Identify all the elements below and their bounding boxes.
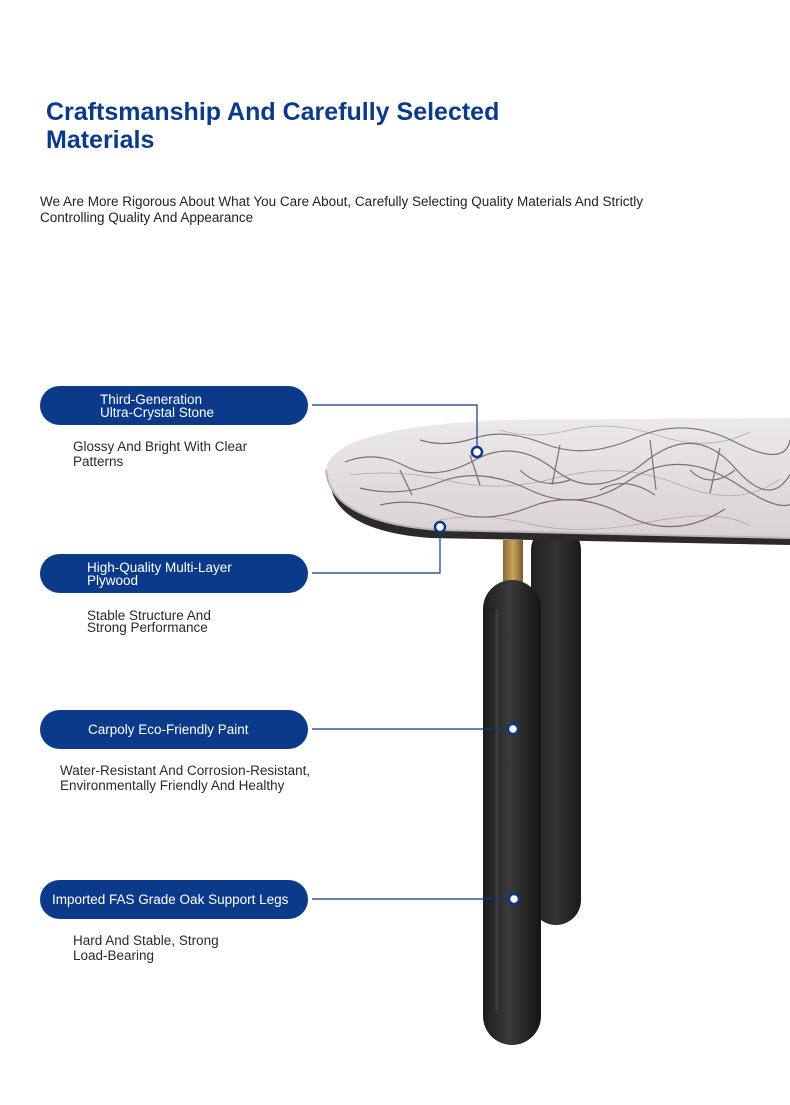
feature-desc-paint [60,763,310,793]
feature-label-paint-line-1: Carpoly Eco-Friendly Paint [88,722,249,737]
dot-paint [508,724,518,734]
dot-plywood [435,522,445,532]
feature-desc-stone [73,439,247,469]
front-leg [483,580,541,1045]
feature-desc-legs-line-2: Load-Bearing [73,948,155,963]
feature-label-paint [40,710,308,749]
feature-label-plywood-line-1: High-Quality Multi-Layer [87,559,232,575]
feature-label-stone-line-2: Ultra-Crystal Stone [100,404,215,420]
feature-desc-plywood-line-1: Stable Structure And [87,608,211,623]
page-subtitle [40,194,720,226]
feature-desc-plywood-line-2: Strong Performance [87,620,208,635]
feature-label-plywood-line-2: Plywood [87,572,139,588]
page-subtitle-line-2: Controlling Quality And Appearance [40,210,254,225]
feature-label-stone-line-1: Third-Generation [100,391,203,407]
page-title-line-2: Materials [46,126,155,154]
feature-desc-stone-line-2: Patterns [73,454,124,469]
feature-desc-legs [73,933,219,963]
dot-stone [472,447,482,457]
feature-desc-plywood [87,610,211,634]
dot-legs [509,894,519,904]
feature-desc-paint-line-1: Water-Resistant And Corrosion-Resistant, [60,763,311,778]
feature-label-legs [40,880,308,919]
feature-label-stone [40,386,308,425]
page-title-line-1: Craftsmanship And Carefully Selected [46,98,500,126]
page-title [46,98,516,154]
feature-desc-stone-line-1: Glossy And Bright With Clear [73,439,248,454]
feature-label-legs-line-1: Imported FAS Grade Oak Support Legs [52,892,289,907]
feature-desc-paint-line-2: Environmentally Friendly And Healthy [60,778,285,793]
page-subtitle-line-1: We Are More Rigorous About What You Care About, Carefully Selecting Quality Materials And Strictly [40,194,644,209]
feature-desc-legs-line-1: Hard And Stable, Strong [73,933,219,948]
feature-label-plywood [40,554,308,593]
